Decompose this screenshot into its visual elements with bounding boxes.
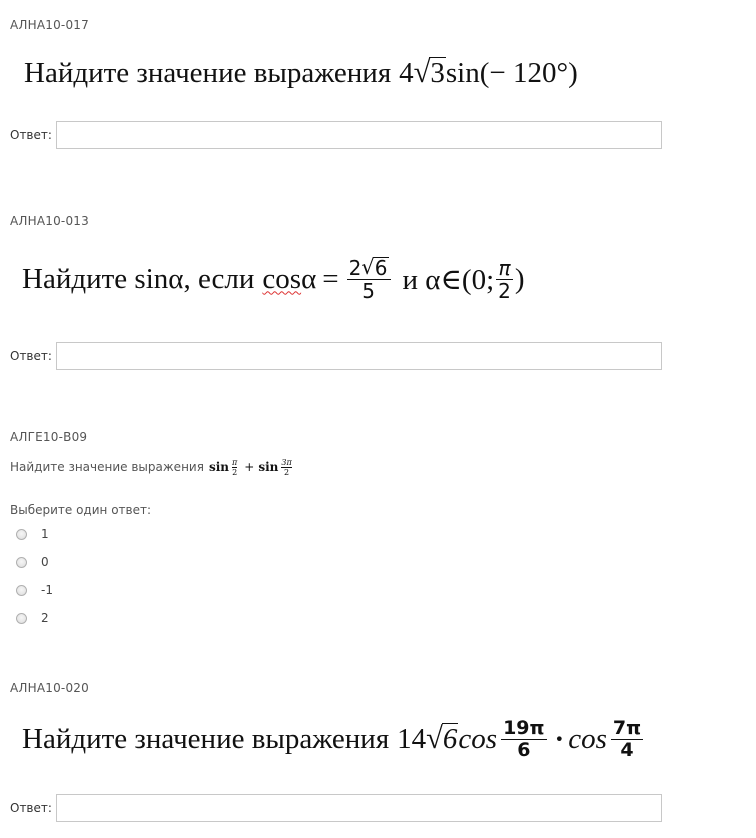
multiply-dot: · — [554, 722, 565, 755]
closing-paren: ) — [514, 262, 525, 295]
option-item[interactable] — [16, 524, 53, 544]
fraction-denominator: 2 — [232, 467, 238, 477]
question-id: АЛНА10-017 — [10, 18, 89, 32]
question-prefix: Найдите значение выражения — [22, 722, 390, 755]
sin-function: sin — [258, 460, 279, 474]
fraction-denominator: 2 — [498, 278, 511, 303]
radicand: 3 — [430, 57, 445, 90]
equals-sign: = — [322, 262, 339, 295]
question-text — [22, 246, 525, 312]
cos-word: cos — [262, 262, 302, 295]
question-id: АЛНА10-020 — [10, 681, 89, 695]
option-label: 0 — [41, 555, 49, 569]
radio-button[interactable] — [16, 529, 27, 540]
fraction-numerator: 7π — [612, 716, 642, 739]
fraction-numerator: 3π — [281, 457, 292, 467]
fraction-numerator: π — [498, 255, 511, 280]
fraction-numerator: π — [231, 457, 238, 467]
question-text — [24, 52, 578, 94]
square-root — [414, 57, 446, 88]
radicand: 6 — [442, 723, 458, 756]
alpha-symbol: α — [301, 262, 317, 295]
coefficient: 14 — [397, 722, 427, 755]
radical-sign-icon: √ — [426, 721, 443, 756]
numerator-coefficient: 2 — [348, 255, 362, 280]
pi-fraction — [496, 257, 513, 302]
interval-text: и α∈(0; — [402, 263, 495, 296]
answer-label: Ответ: — [10, 128, 52, 142]
radical-sign-icon: √ — [413, 55, 431, 90]
option-label: -1 — [41, 583, 53, 597]
fraction-numerator: 19π — [503, 716, 545, 739]
fraction-numerator — [347, 254, 391, 280]
answer-row — [10, 121, 662, 149]
option-item[interactable] — [16, 580, 53, 600]
fraction — [281, 458, 291, 477]
fraction — [501, 718, 546, 761]
sin-function: sin — [208, 460, 229, 474]
question-prefix: Найдите значение выражения — [24, 56, 392, 89]
square-root — [361, 254, 388, 280]
sine-expression: sin(− 120°) — [445, 56, 578, 89]
plus-sign: + — [244, 460, 255, 474]
fraction — [232, 458, 237, 477]
option-item[interactable] — [16, 552, 53, 572]
question-text — [22, 706, 647, 772]
option-item[interactable] — [16, 608, 53, 628]
answer-input[interactable] — [56, 794, 662, 822]
answer-label: Ответ: — [10, 801, 52, 815]
question-id: АЛГЕ10-В09 — [10, 430, 88, 444]
question-text — [10, 454, 295, 480]
fraction-denominator: 4 — [620, 738, 634, 761]
square-root — [426, 723, 458, 754]
fraction — [347, 254, 391, 303]
cos-function: cos — [458, 722, 498, 755]
choose-answer-label: Выберите один ответ: — [10, 503, 152, 517]
fraction — [611, 718, 643, 761]
answer-input[interactable] — [56, 121, 662, 149]
radical-sign-icon: √ — [361, 254, 375, 279]
fraction-denominator: 6 — [517, 738, 531, 761]
answer-options — [16, 524, 53, 628]
answer-row — [10, 794, 662, 822]
fraction-denominator: 2 — [283, 467, 290, 477]
option-label: 2 — [41, 611, 49, 625]
radicand: 6 — [374, 255, 388, 280]
fraction-denominator: 5 — [362, 278, 375, 303]
answer-label: Ответ: — [10, 349, 52, 363]
question-prefix: Найдите sinα, если — [22, 262, 255, 295]
answer-row — [10, 342, 662, 370]
answer-input[interactable] — [56, 342, 662, 370]
question-id: АЛНА10-013 — [10, 214, 89, 228]
question-prefix: Найдите значение выражения — [10, 460, 204, 474]
radio-button[interactable] — [16, 613, 27, 624]
cos-function: cos — [568, 722, 607, 755]
option-label: 1 — [41, 527, 49, 541]
math-expression — [209, 458, 295, 477]
radio-button[interactable] — [16, 557, 27, 568]
coefficient: 4 — [399, 56, 414, 89]
radio-button[interactable] — [16, 585, 27, 596]
